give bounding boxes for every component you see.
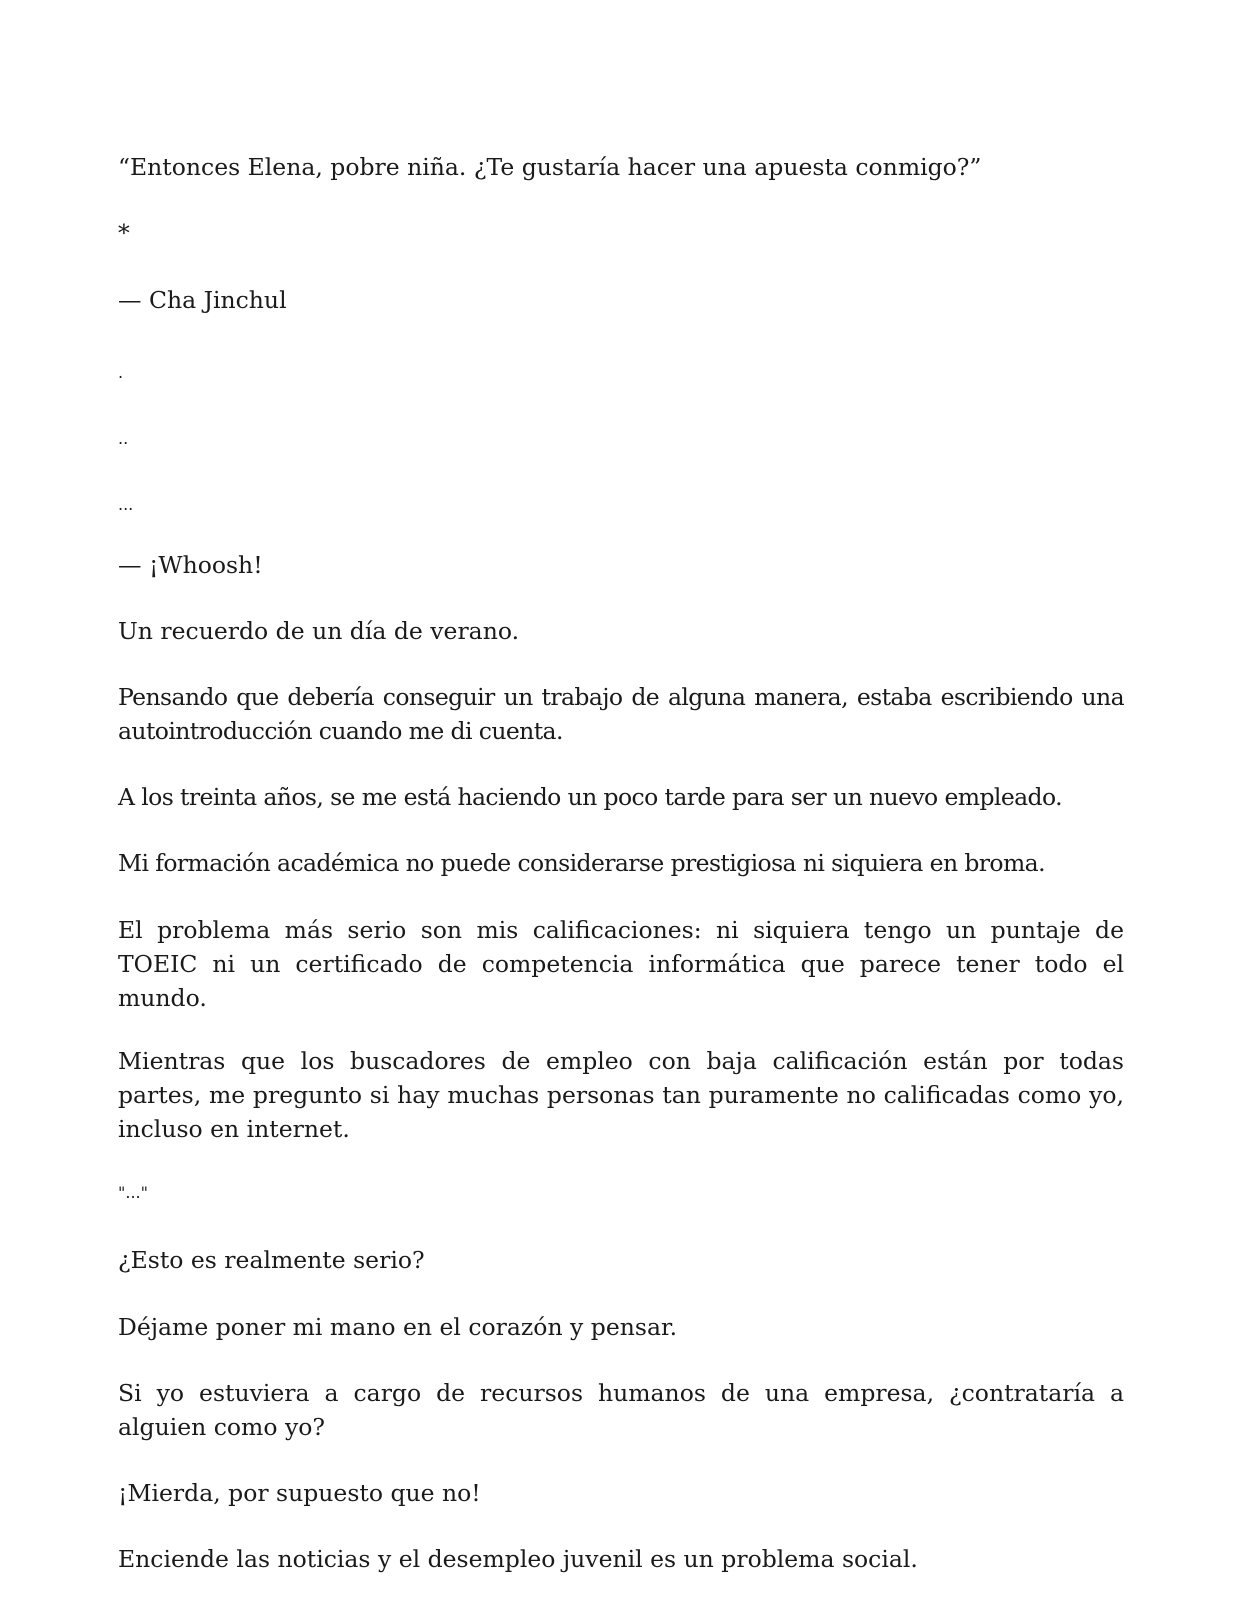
paragraph-opening-quote: “Entonces Elena, pobre niña. ¿Te gustaría hacer una apuesta conmigo?” (118, 153, 982, 181)
ellipsis-three-dots: ... (118, 495, 134, 514)
paragraph-hand-on-heart: Déjame poner mi mano en el corazón y pensar. (118, 1313, 678, 1341)
scene-break-asterisk: * (118, 219, 130, 247)
ellipsis-two-dots: .. (118, 429, 129, 448)
paragraph-speaker-line: — Cha Jinchul (118, 286, 287, 314)
paragraph-education: Mi formación académica no puede considerarse prestigiosa ni siquiera en broma. (118, 849, 1045, 877)
paragraph-age: A los treinta años, se me está haciendo un poco tarde para ser un nuevo empleado. (118, 783, 1062, 811)
paragraph-job-search: Pensando que debería conseguir un trabajo de alguna manera, estaba escribiendo una autointroducción cuando me di cuenta. (118, 683, 1124, 745)
paragraph-youth-unemployment: Enciende las noticias y el desempleo juvenil es un problema social. (118, 1545, 918, 1573)
paragraph-summer-memory: Un recuerdo de un día de verano. (118, 617, 520, 645)
paragraph-of-course-not: ¡Mierda, por supuesto que no! (118, 1479, 481, 1507)
paragraph-qualifications: El problema más serio son mis calificaciones: ni siquiera tengo un puntaje de TOEIC ni un certificado de competencia informática que parece tener todo el mundo. (118, 916, 1124, 1012)
paragraph-silent-quote: "..." (118, 1183, 148, 1202)
paragraph-whoosh: — ¡Whoosh! (118, 551, 263, 579)
paragraph-seriously: ¿Esto es realmente serio? (118, 1246, 425, 1274)
paragraph-hr-question: Si yo estuviera a cargo de recursos humanos de una empresa, ¿contrataría a alguien como yo? (118, 1379, 1124, 1441)
paragraph-job-seekers: Mientras que los buscadores de empleo con baja calificación están por todas partes, me pregunto si hay muchas personas tan puramente no calificadas como yo, incluso en internet. (118, 1047, 1124, 1143)
ellipsis-one-dot: . (118, 363, 124, 382)
